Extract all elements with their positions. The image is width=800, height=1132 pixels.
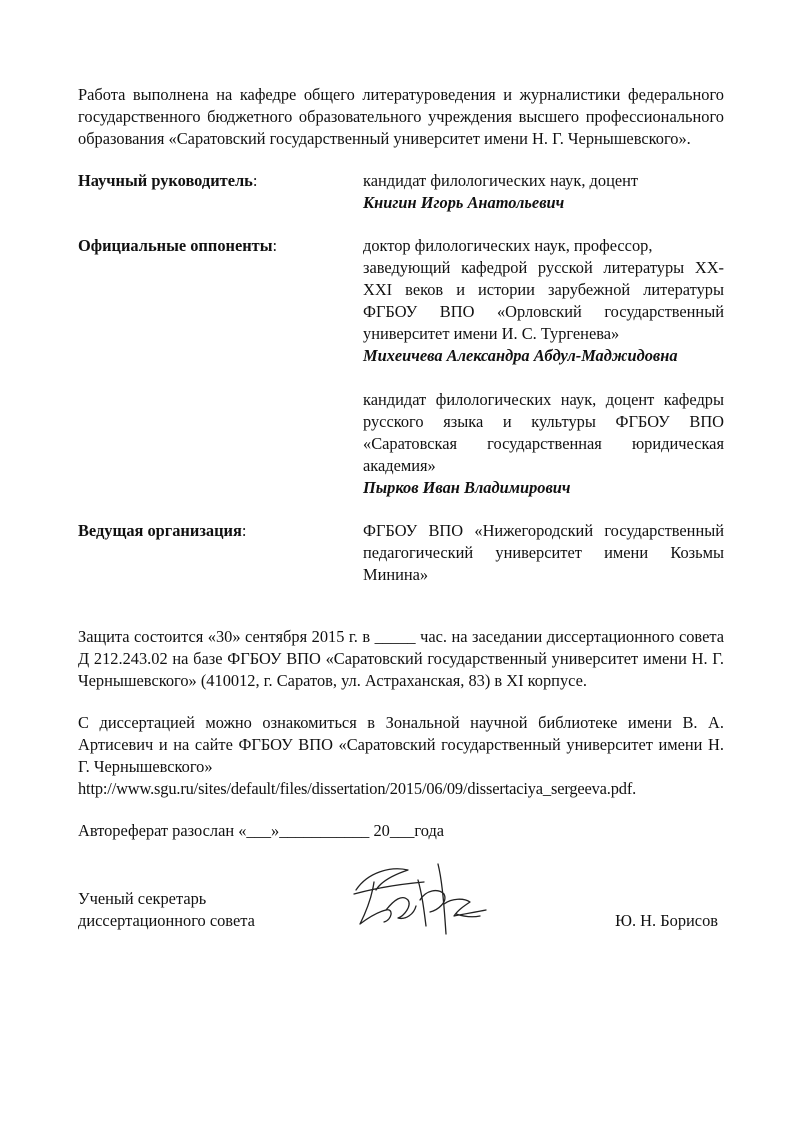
- opponent-2-name: Пырков Иван Владимирович: [363, 478, 571, 497]
- opponents-section: [78, 235, 724, 499]
- leading-org-label-colon: :: [241, 521, 247, 540]
- handwritten-signature: [346, 860, 496, 940]
- secretary-title-line2: диссертационного совета: [78, 911, 255, 930]
- opponent-1-name: Михеичева Александра Абдул-Маджидовна: [363, 346, 678, 365]
- leading-org-label-text: Ведущая организация: [78, 521, 242, 540]
- supervisor-name: Книгин Игорь Анатольевич: [363, 193, 565, 212]
- library-paragraph: [78, 712, 724, 800]
- supervisor-label-colon: :: [252, 171, 258, 190]
- opponents-label: [78, 235, 363, 499]
- opponent-2-description: кандидат филологических наук, доцент кафедры русского языка и культуры ФГБОУ ВПО «Саратовская государственная юридическая академия»: [363, 390, 724, 475]
- supervisor-label-text: Научный руководитель: [78, 171, 253, 190]
- library-text: С диссертацией можно ознакомиться в Зональной научной библиотеке имени В. А. Артисевич и на сайте ФГБОУ ВПО «Саратовский государственный университет имени Н. Г. Чернышевского»: [78, 713, 724, 776]
- leading-org-value: [363, 520, 724, 586]
- intro-paragraph: Работа выполнена на кафедре общего литературоведения и журналистики федерального государственного бюджетного образовательного учреждения высшего профессионального образования «Саратовский государственный университет имени Н. Г. Чернышевского».: [78, 85, 724, 148]
- opponents-label-colon: :: [272, 236, 278, 255]
- dissertation-url: http://www.sgu.ru/sites/default/files/dissertation/2015/06/09/dissertaciya_sergeeva.pdf.: [78, 779, 637, 798]
- mailed-line: Автореферат разослан «___»___________ 20___года: [78, 821, 445, 840]
- opponents-value: [363, 235, 724, 499]
- document-page: [78, 84, 724, 948]
- secretary-title: [78, 888, 255, 932]
- opponents-label-text: Официальные оппоненты: [78, 236, 273, 255]
- leading-org-section: [78, 520, 724, 586]
- leading-org-text: ФГБОУ ВПО «Нижегородский государственный педагогический университет имени Козьмы Минина»: [363, 521, 724, 584]
- signature-block: [78, 888, 724, 948]
- supervisor-section: [78, 170, 724, 214]
- secretary-title-line1: Ученый секретарь: [78, 889, 207, 908]
- opponents-spacer: [363, 367, 724, 389]
- opponent-1-title: доктор филологических наук, профессор,: [363, 236, 653, 255]
- opponent-1-description: заведующий кафедрой русской литературы XX-XXI веков и истории зарубежной литературы ФГБОУ ВПО «Орловский государственный университет имени И. С. Тургенева»: [363, 258, 724, 343]
- leading-org-label: [78, 520, 363, 586]
- supervisor-title: кандидат филологических наук, доцент: [363, 171, 639, 190]
- defense-paragraph: Защита состоится «30» сентября 2015 г. в _____ час. на заседании диссертационного совета Д 212.243.02 на базе ФГБОУ ВПО «Саратовский государственный университет имени Н. Г. Чернышевского» (410012, г. Саратов, ул. Астраханская, 83) в XI корпусе.: [78, 627, 724, 690]
- secretary-name: Ю. Н. Борисов: [615, 911, 718, 930]
- supervisor-value: [363, 170, 724, 214]
- supervisor-label: [78, 170, 363, 214]
